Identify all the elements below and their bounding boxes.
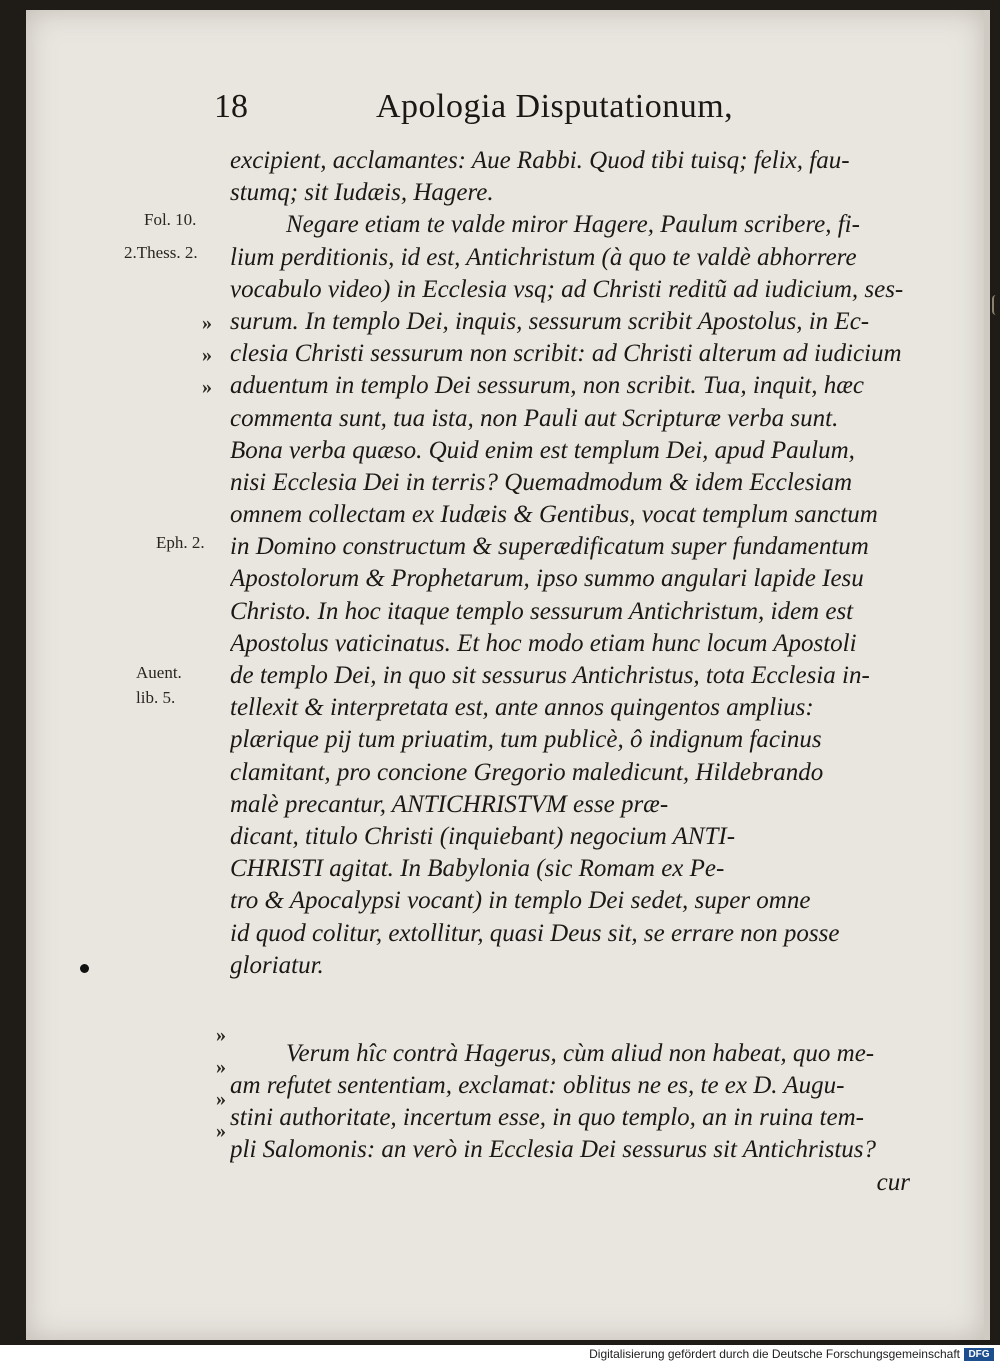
marginal-note-thess: 2.Thess. 2. xyxy=(124,243,198,262)
page-edge-mark xyxy=(992,295,1000,315)
text-line: id quod colitur, extollitur, quasi Deus sit, se errare non posse xyxy=(230,919,840,947)
quote-mark: » xyxy=(202,344,212,366)
text-line: in Domino constructum & superædificatum super fundamentum xyxy=(230,533,869,561)
main-text xyxy=(230,145,910,1199)
text-line: clamitant, pro concione Gregorio maledicunt, Hildebrando xyxy=(230,758,824,786)
text-line: dicant, titulo Christi (inquiebant) negocium ANTI- xyxy=(230,822,736,850)
footer-bar xyxy=(0,1345,1000,1365)
quote-mark: » xyxy=(216,1088,226,1110)
text-line: malè precantur, ANTICHRISTVM esse præ- xyxy=(230,790,669,818)
text-line: tellexit & interpretata est, ante annos quingentos amplius: xyxy=(230,694,814,722)
text-line: Bona verba quæso. Quid enim est templum Dei, apud Paulum, xyxy=(230,436,855,464)
funding-notice: Digitalisierung gefördert durch die Deutsche Forschungsgemeinschaft xyxy=(589,1347,960,1361)
page-title: Apologia Disputationum, xyxy=(376,88,734,125)
marginal-note-auent: Auent. xyxy=(136,663,182,682)
catchword: cur xyxy=(876,1168,910,1196)
quote-mark: » xyxy=(202,312,212,334)
quote-mark: » xyxy=(202,376,212,398)
text-line: am refutet sententiam, exclamat: oblitus ne es, te ex D. Augu- xyxy=(230,1072,845,1100)
text-line: clesia Christi sessurum non scribit: ad Christi alterum ad iudicium xyxy=(230,340,902,368)
text-line: lium perditionis, id est, Antichristum (à quo te valdè abhorrere xyxy=(230,243,857,271)
paragraph-gap xyxy=(230,982,910,1038)
text-line: commenta sunt, tua ista, non Pauli aut Scripturæ verba sunt. xyxy=(230,404,839,432)
text-line: surum. In templo Dei, inquis, sessurum scribit Apostolus, in Ec- xyxy=(230,307,870,335)
dfg-logo: DFG xyxy=(964,1348,994,1361)
marginal-note-eph: Eph. 2. xyxy=(156,533,205,552)
ink-spot xyxy=(80,964,89,973)
marginal-note-auent-lib: lib. 5. xyxy=(136,688,176,707)
text-line: plærique pij tum priuatim, tum publicè, ô indignum facinus xyxy=(230,726,822,754)
text-line: Apostolorum & Prophetarum, ipso summo angulari lapide Iesu xyxy=(230,565,864,593)
marginal-note-fol: Fol. 10. xyxy=(144,210,197,229)
text-line: Christo. In hoc itaque templo sessurum Antichristum, idem est xyxy=(230,597,854,625)
text-line: gloriatur. xyxy=(230,951,324,979)
text-line: aduentum in templo Dei sessurum, non scribit. Tua, inquit, hæc xyxy=(230,372,865,400)
quote-mark: » xyxy=(216,1056,226,1078)
text-line: vocabulo video) in Ecclesia vsq; ad Christi reditũ ad iudicium, ses- xyxy=(230,275,904,303)
text-line: stumq; sit Iudæis, Hagere. xyxy=(230,179,494,207)
text-line: de templo Dei, in quo sit sessurus Antichristus, tota Ecclesia in- xyxy=(230,662,870,689)
book-page xyxy=(26,10,990,1340)
text-line: CHRISTI agitat. In Babylonia (sic Romam ex Pe- xyxy=(230,855,725,883)
text-line: Verum hîc contrà Hagerus, cùm aliud non habeat, quo me- xyxy=(286,1039,875,1067)
text-line: Negare etiam te valde miror Hagere, Paulum scribere, fi- xyxy=(286,211,860,239)
text-line: pli Salomonis: an verò in Ecclesia Dei sessurus sit Antichristus? xyxy=(230,1136,877,1164)
quote-mark: » xyxy=(216,1024,226,1046)
quote-mark: » xyxy=(216,1120,226,1142)
text-line: tro & Apocalypsi vocant) in templo Dei sedet, super omne xyxy=(230,887,811,915)
page-number: 18 xyxy=(214,88,248,125)
running-head xyxy=(26,88,984,138)
text-line: stini authoritate, incertum esse, in quo templo, an in ruina tem- xyxy=(230,1104,864,1132)
text-line: excipient, acclamantes: Aue Rabbi. Quod tibi tuisq; felix, fau- xyxy=(230,147,850,174)
text-line: Apostolus vaticinatus. Et hoc modo etiam hunc locum Apostoli xyxy=(230,629,857,657)
text-line: omnem collectam ex Iudæis & Gentibus, vocat templum sanctum xyxy=(230,501,878,529)
text-line: nisi Ecclesia Dei in terris? Quemadmodum & idem Ecclesiam xyxy=(230,468,853,496)
